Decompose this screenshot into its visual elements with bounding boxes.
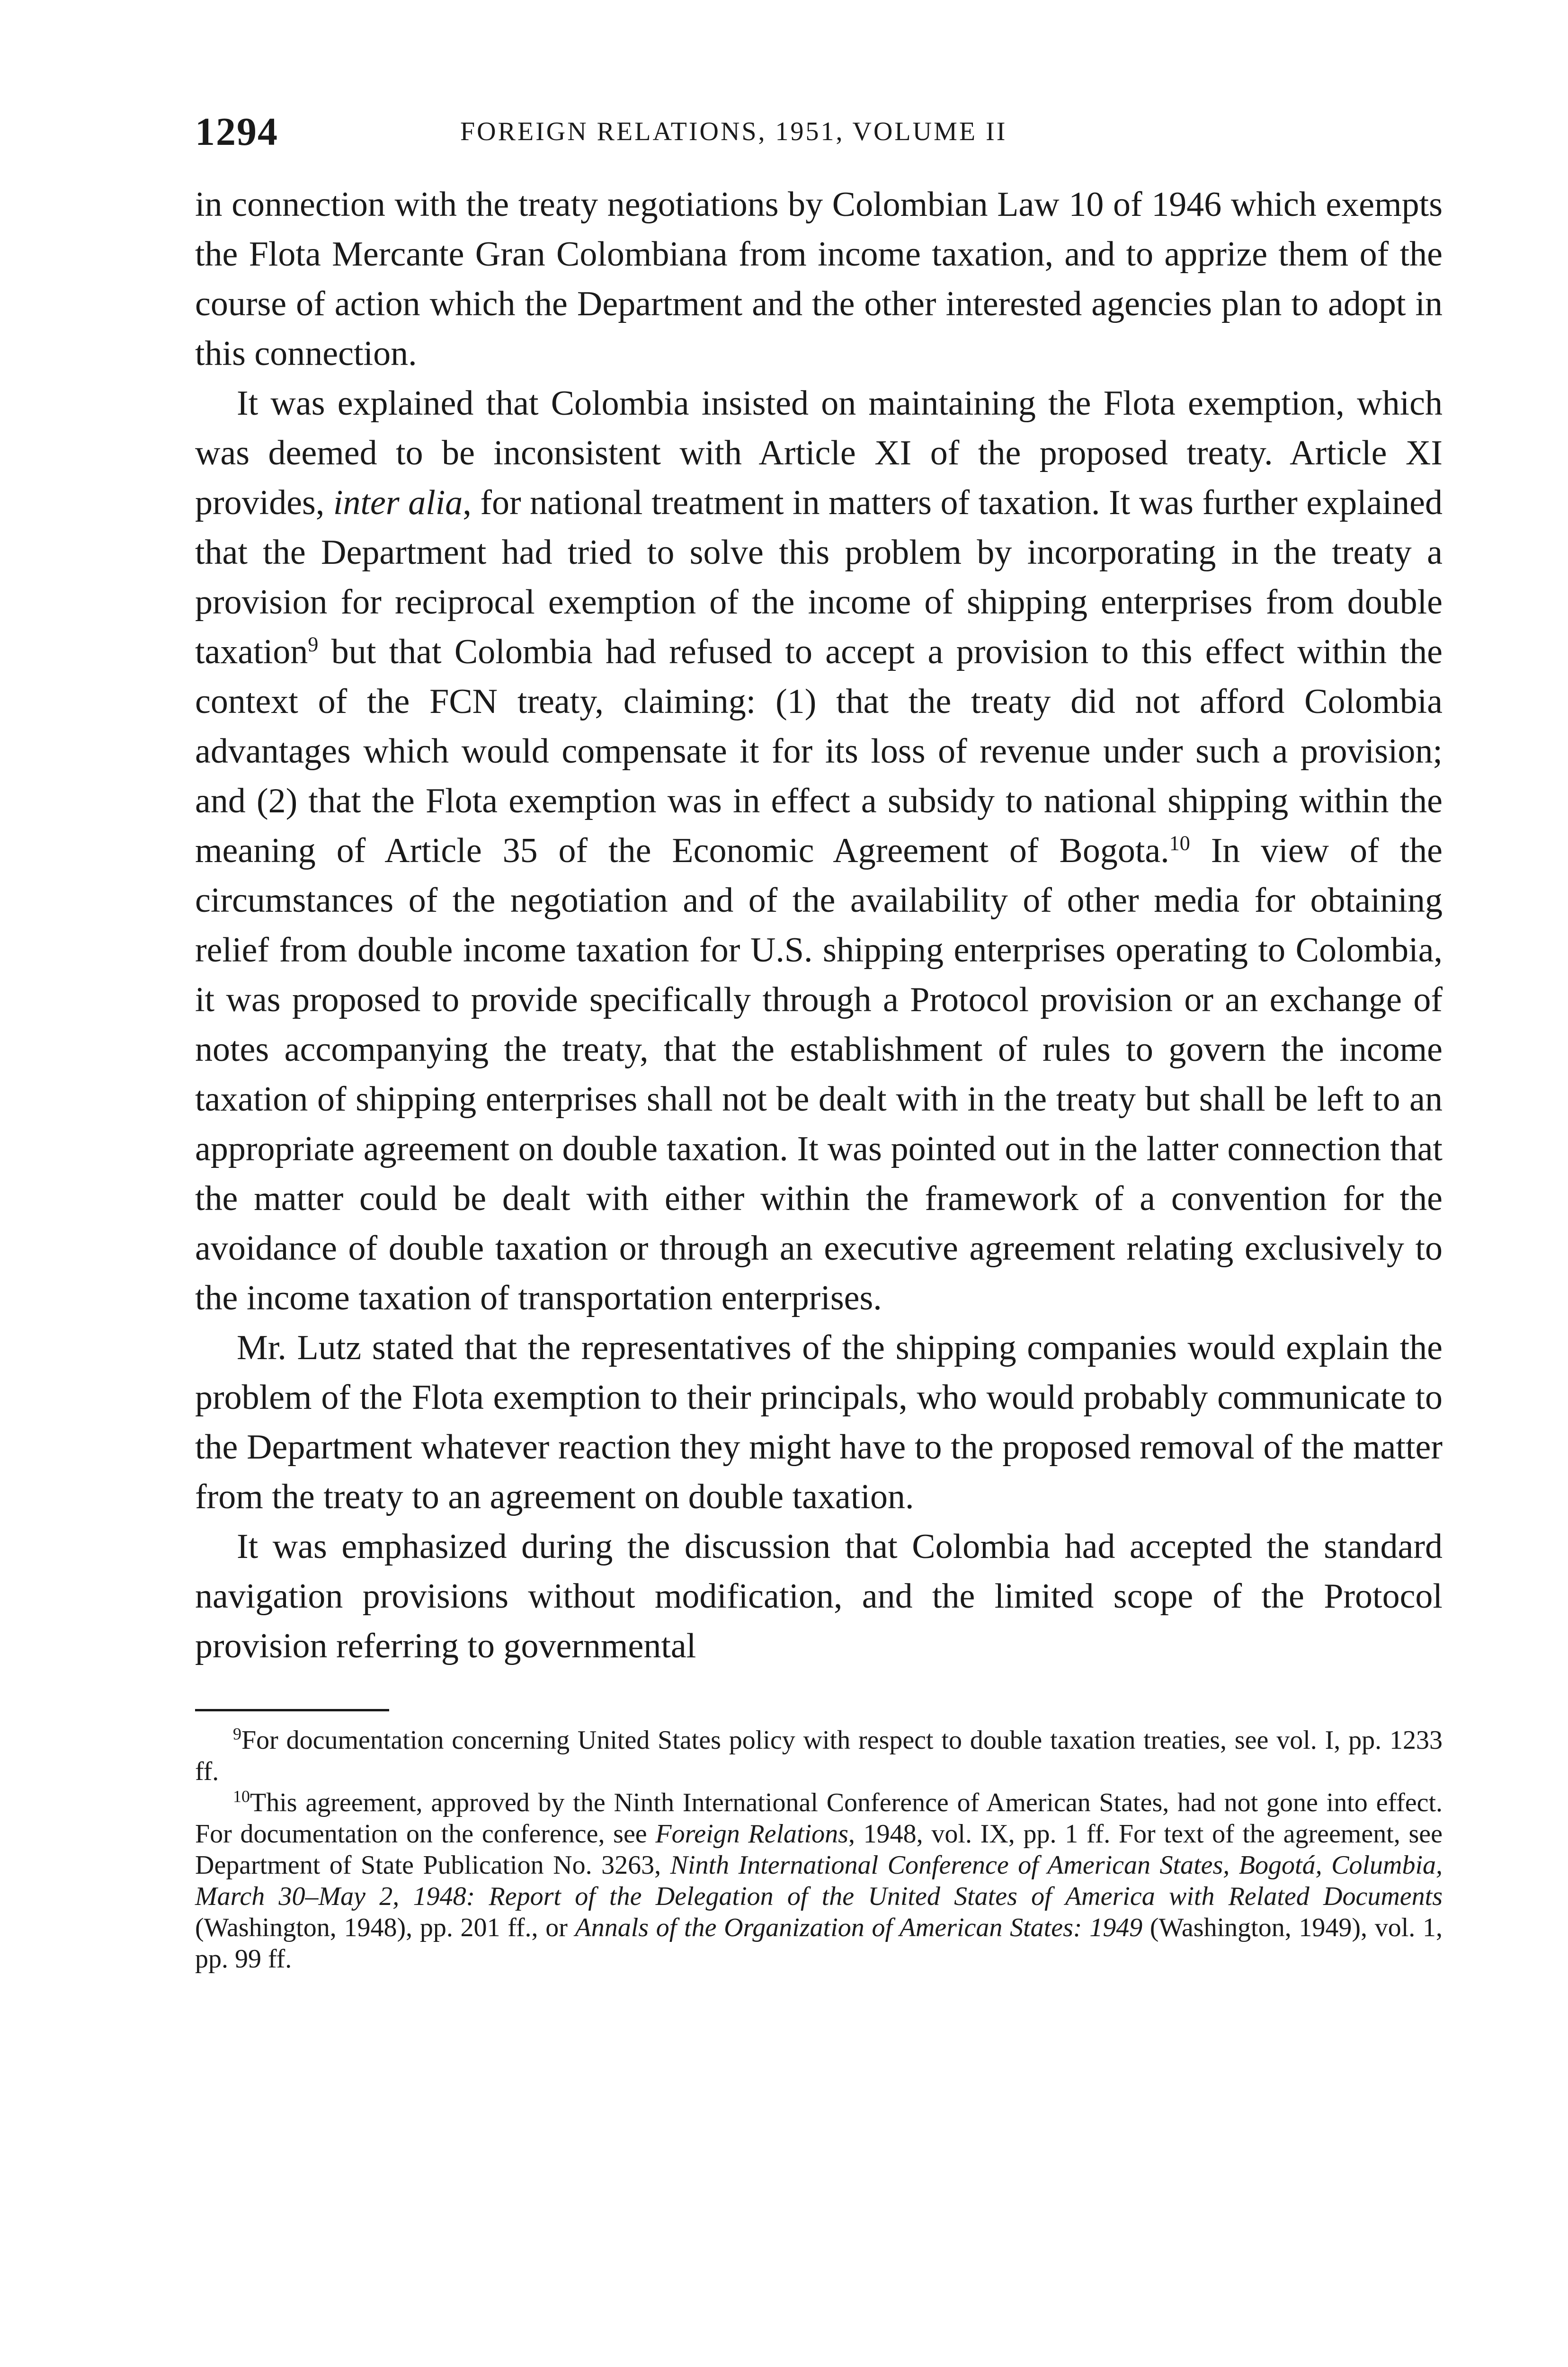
page-header: [195, 109, 1443, 161]
footnote-10-mark: 10: [233, 1787, 250, 1806]
page-number: 1294: [195, 110, 278, 154]
footnote-10-text-a: This agreement, approved by the Ninth International Conference of American States, had not gone into effect. For documentation on the conference, see: [195, 1788, 1443, 1849]
running-head: FOREIGN RELATIONS, 1951, VOLUME II: [460, 117, 1007, 146]
paragraph-2-text-c: but that Colombia had refused to accept a provision to this effect within the context of the FCN treaty, claiming: (1) that the treaty did not afford Colombia advantages which would compensate it for its loss of revenue under such a provision; and (2) that the Flota exemption was in effect a subsidy to national shipping within the meaning of Article 35 of the Economic Agreement of Bogota.: [195, 632, 1443, 870]
footnote-10-italic-1: Foreign Relations: [655, 1819, 848, 1849]
paragraph-4: [195, 1522, 1443, 1671]
footnote-10-text-b: , 1948, vol. IX, pp. 1 ff. For text of the agreement, see Department of State Publication No. 3263,: [195, 1819, 1443, 1880]
paragraph-3-text: Mr. Lutz stated that the representatives of the shipping companies would explain the problem of the Flota exemption to their principals, who would probably communicate to the Department whatever reaction they might have to the proposed removal of the matter from the treaty to an agreement on double taxation.: [195, 1328, 1443, 1516]
paragraph-4-text: It was emphasized during the discussion that Colombia had accepted the standard navigation provisions without modification, and the limited scope of the Protocol provision referring to governmental: [195, 1527, 1443, 1665]
footnote-ref-10: 10: [1169, 831, 1190, 855]
paragraph-2-text-a: It was explained that Colombia insisted on maintaining the Flota exemption, which was deemed to be inconsistent with Article XI of the proposed treaty. Article XI provides,: [195, 384, 1443, 522]
footnote-9: [195, 1725, 1443, 1787]
paragraph-2-italic: inter alia: [333, 483, 463, 522]
footnote-10-text-c: (Washington, 1948), pp. 201 ff., or: [195, 1913, 575, 1942]
footnote-9-mark: 9: [233, 1724, 241, 1744]
footnotes: [195, 1725, 1443, 1975]
footnote-divider: [195, 1709, 389, 1711]
footnote-ref-9: 9: [308, 632, 319, 656]
paragraph-2-text-d: In view of the circumstances of the negotiation and of the availability of other media for obtaining relief from double income taxation for U.S. shipping enterprises operating to Colombia, it was proposed to provide specifically through a Protocol provision or an exchange of notes accompanying the treaty, that the establishment of rules to govern the income taxation of shipping enterprises shall not be dealt with in the treaty but shall be left to an appropriate agreement on double taxation. It was pointed out in the latter connection that the matter could be dealt with either within the framework of a convention for the avoidance of double taxation or through an executive agreement relating exclusively to the income taxation of transportation enterprises.: [195, 831, 1443, 1317]
paragraph-2: [195, 379, 1443, 1323]
footnote-10: [195, 1787, 1443, 1975]
footnote-9-text: For documentation concerning United States policy with respect to double taxation treaties, see vol. I, pp. 1233 ff.: [195, 1726, 1443, 1786]
paragraph-3: [195, 1323, 1443, 1522]
paragraph-1: [195, 180, 1443, 379]
body-text: [195, 180, 1443, 1671]
paragraph-2-text-b: , for national treatment in matters of taxation. It was further explained that the Department had tried to solve this problem by incorporating in the treaty a provision for reciprocal exemption of the income of shipping enterprises from double taxation: [195, 483, 1443, 671]
footnote-10-italic-2: Ninth International Conference of American States, Bogotá, Columbia, March 30–May 2, 1948: Report of the Delegation of the United States of America with Related Documents: [195, 1851, 1443, 1911]
footnote-10-text-d: (Washington, 1949), vol. 1, pp. 99 ff.: [195, 1913, 1443, 1974]
paragraph-1-text: in connection with the treaty negotiations by Colombian Law 10 of 1946 which exempts the Flota Mercante Gran Colombiana from income taxation, and to apprize them of the course of action which the Department and the other interested agencies plan to adopt in this connection.: [195, 185, 1443, 373]
document-page: [195, 109, 1443, 1975]
footnote-10-italic-3: Annals of the Organization of American States: 1949: [575, 1913, 1143, 1942]
